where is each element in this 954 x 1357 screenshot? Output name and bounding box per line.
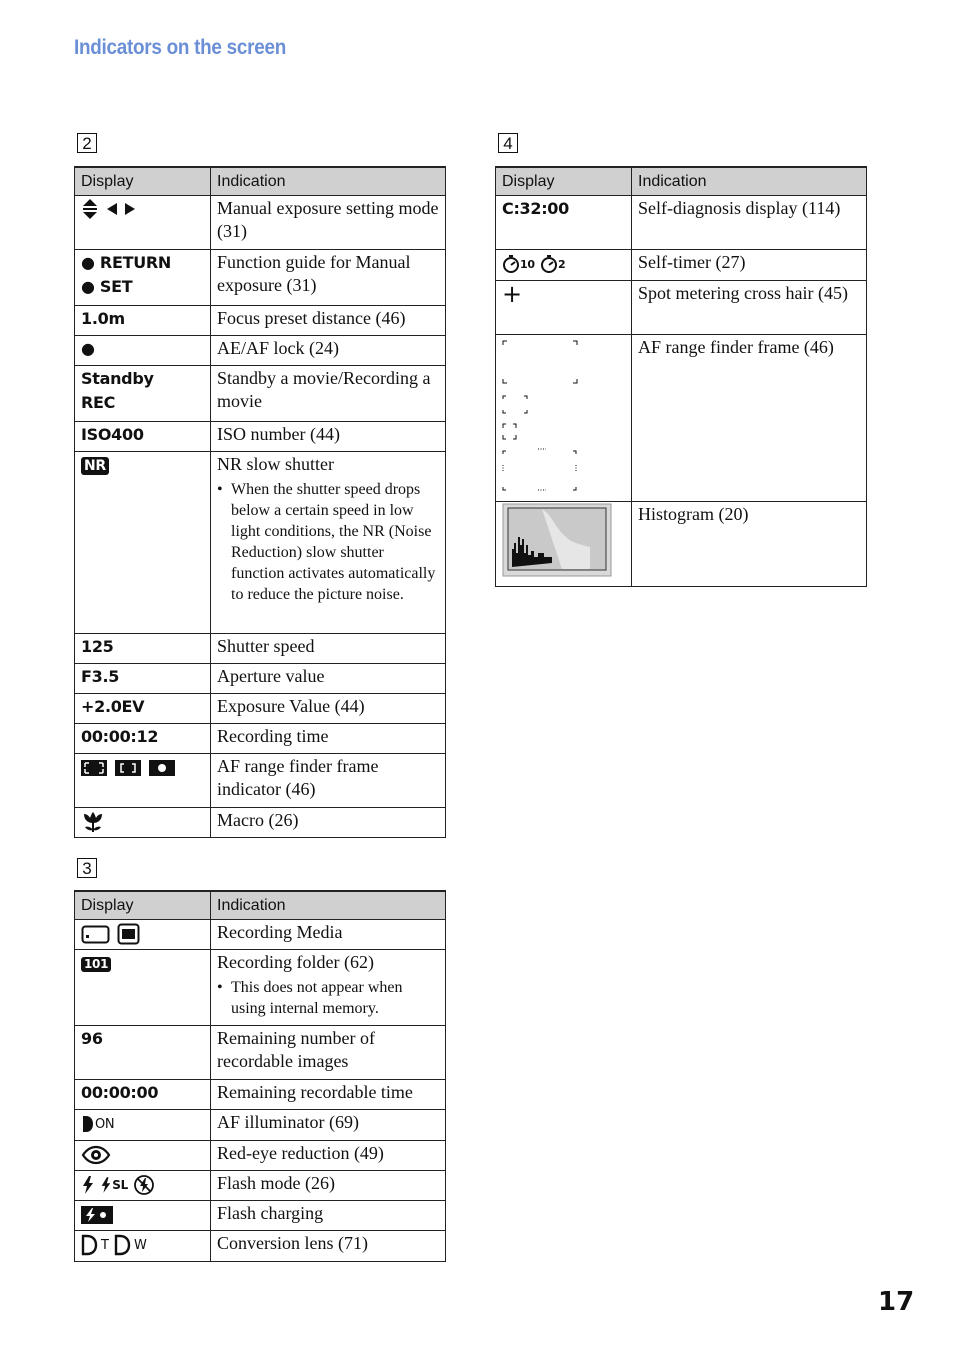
table-row: NR NR slow shutter • When the shutter speed drops below a certain speed in low light conditions, the NR (Noise Reduction) slow shutter function activates automatically to reduce the picture noise. (75, 452, 446, 634)
display-cell: F3.5 (75, 664, 211, 694)
indication-cell: ISO number (44) (211, 422, 446, 452)
note-text: When the shutter speed drops below a certain speed in low light conditions, the NR (Noise Reduction) slow shutter function activates automatically to reduce the picture noise. (231, 481, 436, 603)
display-cell: C:32:00 (496, 196, 632, 250)
spot-metering-crosshair-icon: + (496, 281, 632, 335)
indication-cell: Conversion lens (71) (211, 1231, 446, 1262)
flash-charging-icon (81, 1205, 113, 1225)
indication-cell: Flash charging (211, 1201, 446, 1231)
macro-tulip-icon (81, 810, 105, 834)
table-row (75, 634, 446, 664)
self-timer-2-label: 2 (558, 258, 566, 271)
display-cell: 00:00:12 (75, 724, 211, 754)
indication-cell: NR slow shutter (217, 454, 334, 474)
display-cell: ● (75, 336, 211, 366)
table-row (75, 754, 446, 808)
table-row (75, 694, 446, 724)
indication-cell: Recording folder (62) (217, 952, 374, 972)
indication-cell: Remaining recordable time (211, 1080, 446, 1110)
section-number-4: 4 (498, 133, 518, 153)
column-header-indication: Indication (211, 167, 446, 196)
self-timer-icon (540, 254, 558, 274)
table-row (75, 1201, 446, 1231)
table-row (75, 196, 446, 250)
indication-cell: Standby a movie/Recording a movie (211, 366, 446, 422)
indication-cell: Focus preset distance (46) (211, 306, 446, 336)
indication-cell: Recording Media (211, 920, 446, 950)
af-illuminator-icon (81, 1114, 95, 1134)
table-row (75, 724, 446, 754)
nr-slow-shutter-icon: NR (81, 457, 109, 475)
self-timer-icon (502, 254, 520, 274)
indication-cell: Histogram (20) (632, 502, 867, 587)
table-row: 101 Recording folder (62) • This does not appear when using internal memory. (75, 950, 446, 1026)
column-header-indication: Indication (211, 891, 446, 920)
column-header-display: Display (75, 167, 211, 196)
table-row (75, 1110, 446, 1141)
indication-cell: Recording time (211, 724, 446, 754)
indicator-table-4 (495, 166, 867, 587)
note-text: This does not appear when using internal memory. (231, 979, 403, 1017)
recording-folder-icon: 101 (81, 957, 111, 972)
display-cell: 1.0m (75, 306, 211, 336)
indication-cell: Red-eye reduction (49) (211, 1141, 446, 1171)
set-label: ● SET (81, 277, 133, 296)
table-row (496, 502, 867, 587)
table-row (75, 1231, 446, 1262)
indication-cell: Macro (26) (211, 808, 446, 838)
table-row (75, 808, 446, 838)
self-timer-10-label: 10 (520, 258, 535, 271)
tele-label: T (101, 1238, 109, 1253)
table-row (496, 196, 867, 250)
display-cell: 00:00:00 (75, 1080, 211, 1110)
indication-cell: Function guide for Manual exposure (31) (211, 250, 446, 306)
wide-label: W (133, 1238, 147, 1253)
rec-label: REC (81, 393, 116, 412)
table-row (75, 306, 446, 336)
indication-cell: Shutter speed (211, 634, 446, 664)
table-row (75, 366, 446, 422)
up-down-left-right-arrows-icon (81, 197, 143, 223)
indication-cell: Flash mode (26) (211, 1171, 446, 1201)
table-row (75, 336, 446, 366)
section-number-3: 3 (77, 858, 97, 878)
indicator-table-3 (74, 890, 446, 1262)
indicator-table-2 (74, 166, 446, 838)
table-row (75, 1026, 446, 1080)
table-row (496, 250, 867, 281)
display-cell: ISO400 (75, 422, 211, 452)
indication-cell: AF illuminator (69) (211, 1110, 446, 1141)
table-row (75, 664, 446, 694)
indication-cell: Exposure Value (44) (211, 694, 446, 724)
indication-cell: AF range finder frame indicator (46) (211, 754, 446, 808)
page-header: Indicators on the screen (74, 36, 286, 59)
table-row (75, 1171, 446, 1201)
af-frame-indicator-icon (81, 758, 175, 778)
column-header-display: Display (496, 167, 632, 196)
indication-cell: Aperture value (211, 664, 446, 694)
section-number-2: 2 (77, 133, 97, 153)
table-row (75, 250, 446, 306)
flash-off-icon (133, 1174, 155, 1196)
display-cell: 125 (75, 634, 211, 664)
flash-bolt-icon (81, 1175, 95, 1195)
conversion-lens-wide-icon (114, 1234, 134, 1256)
slow-sync-label: SL (112, 1178, 128, 1192)
memory-card-icon (81, 923, 143, 945)
table-row (75, 1080, 446, 1110)
conversion-lens-tele-icon (81, 1234, 101, 1256)
page-number: 17 (878, 1287, 915, 1317)
indication-cell: AE/AF lock (24) (211, 336, 446, 366)
af-illuminator-label: ON (95, 1117, 115, 1132)
indication-cell: Spot metering cross hair (45) (632, 281, 867, 335)
indication-cell: Remaining number of recordable images (211, 1026, 446, 1080)
indication-cell: Self-diagnosis display (114) (632, 196, 867, 250)
display-cell: +2.0EV (75, 694, 211, 724)
column-header-display: Display (75, 891, 211, 920)
histogram-thumbnail (502, 503, 612, 577)
column-header-indication: Indication (632, 167, 867, 196)
indication-cell: Manual exposure setting mode (31) (211, 196, 446, 250)
standby-label: Standby (81, 369, 154, 388)
flash-bolt-icon (100, 1175, 112, 1195)
indication-cell: Self-timer (27) (632, 250, 867, 281)
display-cell: 96 (75, 1026, 211, 1080)
table-row (496, 335, 867, 502)
table-row (75, 920, 446, 950)
table-row (496, 281, 867, 335)
eye-icon (81, 1145, 111, 1165)
return-label: ● RETURN (81, 253, 171, 272)
af-range-finder-frames-icon (500, 337, 580, 493)
table-row (75, 422, 446, 452)
indication-cell: AF range finder frame (46) (632, 335, 867, 502)
table-row (75, 1141, 446, 1171)
